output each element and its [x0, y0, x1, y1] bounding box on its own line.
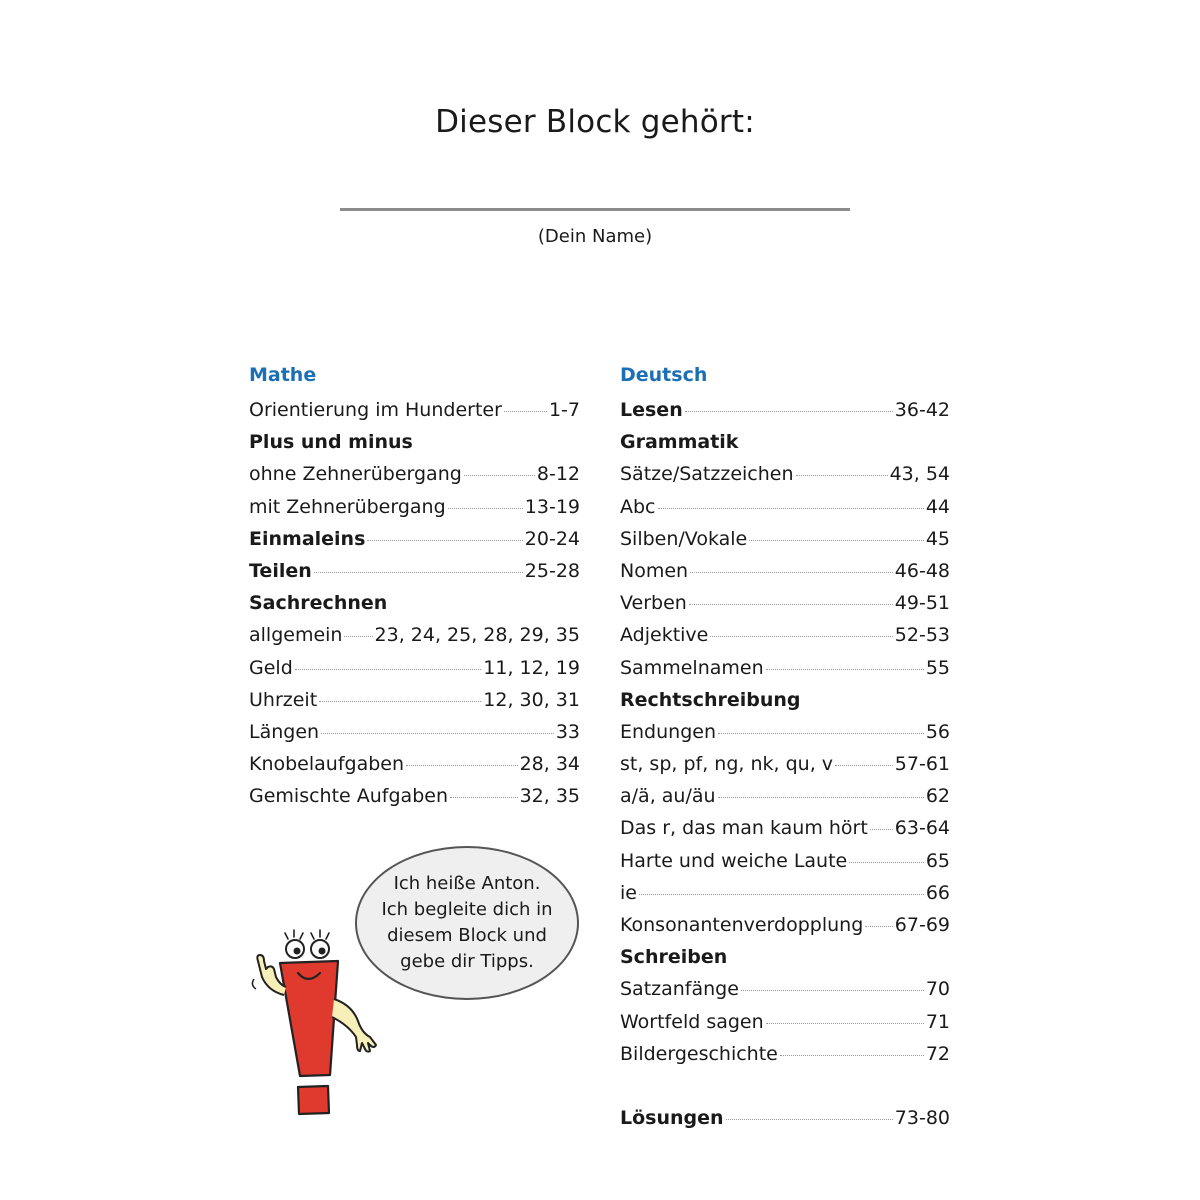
- dot-leader: [726, 1119, 893, 1120]
- spacer: [620, 1070, 950, 1102]
- toc-label: Abc: [620, 495, 656, 518]
- speech-line: gebe dir Tipps.: [400, 951, 534, 972]
- toc-subheading: [249, 587, 580, 619]
- section-heading-mathe: Mathe: [249, 364, 317, 386]
- dot-leader: [689, 604, 893, 605]
- toc-pages: 52-53: [894, 624, 950, 647]
- dot-leader: [718, 733, 924, 734]
- toc-row: [249, 394, 580, 426]
- toc-pages: 67-69: [894, 914, 950, 936]
- toc-row: [620, 845, 950, 877]
- dot-leader: [685, 411, 893, 412]
- toc-label: Wortfeld sagen: [620, 1010, 764, 1033]
- toc-subheading: [249, 426, 580, 458]
- dot-leader: [796, 475, 888, 476]
- toc-row: [620, 458, 950, 490]
- name-write-line: [340, 208, 850, 211]
- dot-leader: [718, 797, 924, 798]
- toc-row: [249, 523, 580, 555]
- toc-pages: 28, 34: [519, 753, 580, 776]
- toc-label: Rechtschreibung: [620, 688, 801, 711]
- toc-pages: 1-7: [548, 399, 580, 421]
- speech-line: Ich begleite dich in: [381, 899, 553, 920]
- toc-row: [249, 491, 580, 523]
- toc-row: [620, 652, 950, 684]
- toc-label: Nomen: [620, 559, 689, 582]
- toc-label: Teilen: [249, 559, 312, 582]
- dot-leader: [448, 508, 523, 509]
- dot-leader: [849, 862, 924, 863]
- dot-leader: [319, 701, 481, 702]
- toc-label: st, sp, pf, ng, nk, qu, v: [620, 753, 834, 776]
- toc-pages: 65: [925, 849, 950, 872]
- toc-label: Verben: [620, 592, 687, 615]
- toc-label: Sammelnamen: [620, 656, 764, 679]
- toc-row: [620, 748, 950, 780]
- dot-leader: [314, 572, 523, 573]
- toc-pages: 49-51: [894, 592, 950, 615]
- toc-label: Lösungen: [620, 1106, 724, 1129]
- toc-row: [620, 716, 950, 748]
- dot-leader: [766, 1023, 924, 1024]
- dot-leader: [450, 797, 518, 798]
- toc-pages: 45: [925, 527, 950, 550]
- toc-pages: 25-28: [524, 559, 580, 582]
- dot-leader: [464, 475, 535, 476]
- dot-leader: [321, 733, 554, 734]
- toc-pages: 56: [925, 720, 950, 743]
- toc-row: [620, 780, 950, 812]
- toc-pages: 46-48: [894, 559, 950, 582]
- toc-row: [249, 458, 580, 490]
- toc-label: Gemischte Aufgaben: [249, 785, 448, 808]
- toc-label: Harte und weiche Laute: [620, 849, 848, 872]
- toc-label: Geld: [249, 656, 293, 679]
- toc-row: [620, 555, 950, 587]
- dot-leader: [344, 636, 372, 637]
- toc-label: Schreiben: [620, 946, 728, 969]
- dot-leader: [639, 894, 924, 895]
- toc-label: Sätze/Satzzeichen: [620, 463, 794, 486]
- toc-pages: 55: [925, 656, 950, 679]
- dot-leader: [865, 926, 893, 927]
- toc-label: Bildergeschichte: [620, 1042, 778, 1065]
- toc-label: Einmaleins: [249, 527, 366, 550]
- dot-leader: [870, 829, 893, 830]
- toc-row-solutions: [620, 1102, 950, 1134]
- speech-line: diesem Block und: [387, 925, 547, 946]
- toc-row: [620, 619, 950, 651]
- dot-leader: [780, 1055, 924, 1056]
- toc-label: Lesen: [620, 399, 683, 421]
- toc-pages: 11, 12, 19: [483, 656, 580, 679]
- dot-leader: [690, 572, 893, 573]
- toc-mathe: [249, 362, 580, 812]
- toc-pages: 33: [555, 720, 580, 743]
- toc-pages: 71: [925, 1010, 950, 1033]
- toc-label: Silben/Vokale: [620, 527, 748, 550]
- toc-row: [620, 973, 950, 1005]
- toc-row: [249, 555, 580, 587]
- toc-label: Längen: [249, 720, 320, 743]
- toc-subheading: [620, 941, 950, 973]
- toc-row: [620, 491, 950, 523]
- toc-row: [249, 780, 580, 812]
- toc-label: Endungen: [620, 720, 716, 743]
- toc-label: Das r, das man kaum hört: [620, 817, 868, 840]
- dot-leader: [406, 765, 518, 766]
- toc-label: Plus und minus: [249, 431, 413, 454]
- toc-pages: 32, 35: [519, 785, 580, 808]
- dot-leader: [710, 636, 892, 637]
- toc-pages: 44: [925, 495, 950, 518]
- toc-pages: 72: [925, 1042, 950, 1065]
- toc-deutsch: [620, 362, 950, 1134]
- toc-label: allgemein: [249, 624, 343, 647]
- toc-pages: 62: [925, 785, 950, 808]
- toc-pages: 12, 30, 31: [483, 688, 580, 711]
- toc-row: [620, 523, 950, 555]
- toc-row: [620, 812, 950, 844]
- toc-row: [249, 619, 580, 651]
- dot-leader: [835, 765, 893, 766]
- toc-subheading: [620, 684, 950, 716]
- toc-subheading: [620, 426, 950, 458]
- dot-leader: [295, 669, 482, 670]
- toc-pages: 13-19: [524, 495, 580, 518]
- toc-row: [620, 909, 950, 941]
- toc-pages: 70: [925, 978, 950, 1001]
- toc-pages: 66: [925, 881, 950, 904]
- toc-label: Satzanfänge: [620, 978, 739, 1001]
- dot-leader: [504, 411, 547, 412]
- toc-pages: 73-80: [894, 1106, 950, 1129]
- toc-pages: 8-12: [536, 463, 580, 486]
- toc-label: Uhrzeit: [249, 688, 318, 711]
- toc-label: ie: [620, 881, 637, 904]
- mascot-exclamation-icon: [240, 925, 390, 1120]
- toc-pages: 43, 54: [889, 463, 950, 486]
- dot-leader: [766, 669, 924, 670]
- page-title: Dieser Block gehört:: [435, 104, 755, 140]
- toc-label: Adjektive: [620, 624, 709, 647]
- dot-leader: [658, 508, 924, 509]
- toc-row: [249, 684, 580, 716]
- toc-pages: 57-61: [894, 753, 950, 776]
- toc-row: [620, 394, 950, 426]
- dot-leader: [367, 540, 522, 541]
- toc-label: a/ä, au/äu: [620, 785, 716, 808]
- toc-pages: 23, 24, 25, 28, 29, 35: [374, 624, 580, 647]
- toc-row: [249, 748, 580, 780]
- toc-label: Knobelaufgaben: [249, 753, 405, 776]
- dot-leader: [741, 990, 924, 991]
- toc-label: Sachrechnen: [249, 592, 388, 615]
- section-heading-deutsch: Deutsch: [620, 364, 708, 386]
- dot-leader: [749, 540, 924, 541]
- toc-row: [249, 652, 580, 684]
- toc-label: mit Zehnerübergang: [249, 495, 446, 518]
- toc-label: Grammatik: [620, 431, 739, 454]
- toc-row: [620, 587, 950, 619]
- name-hint: (Dein Name): [537, 226, 653, 247]
- toc-pages: 63-64: [894, 817, 950, 840]
- toc-pages: 20-24: [524, 527, 580, 550]
- toc-row: [620, 877, 950, 909]
- toc-label: Orientierung im Hunderter: [249, 399, 502, 421]
- speech-line: Ich heiße Anton.: [393, 873, 541, 894]
- toc-row: [620, 1006, 950, 1038]
- toc-row: [620, 1038, 950, 1070]
- toc-label: Konsonantenverdopplung: [620, 914, 864, 936]
- toc-row: [249, 716, 580, 748]
- toc-pages: 36-42: [894, 399, 950, 421]
- toc-label: ohne Zehnerübergang: [249, 463, 462, 486]
